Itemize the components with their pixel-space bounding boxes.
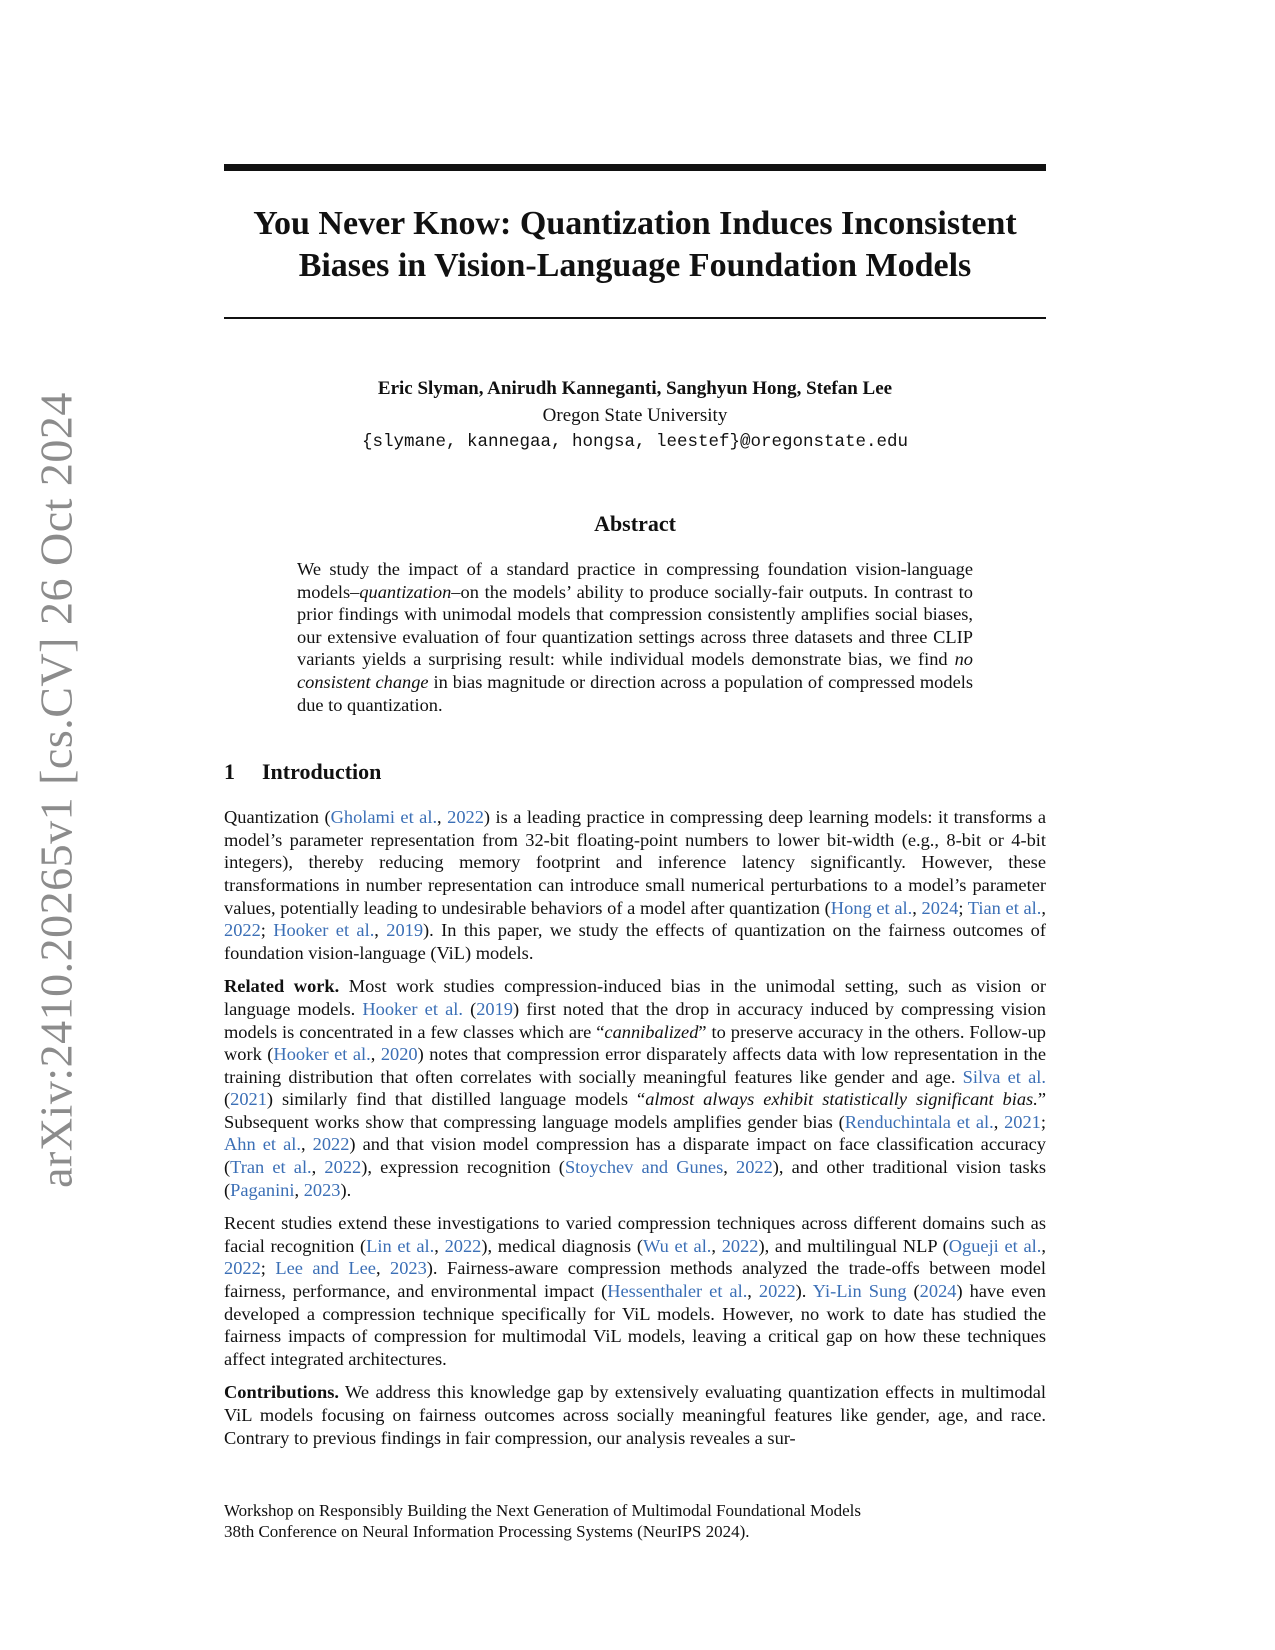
citation-link[interactable]: Tian et al. [967,897,1042,918]
recent-studies-paragraph [224,1212,1046,1370]
citation-year-link[interactable]: 2022 [224,920,261,941]
citation-link[interactable]: Renduchintala et al. [844,1111,994,1132]
citation-link[interactable]: Paganini [230,1179,295,1200]
text-run: ) first noted that the drop in accuracy induced by compressing vision models is concentrated in a few classes which are “ [224,998,1046,1042]
citation-year-link[interactable]: 2021 [1004,1111,1041,1132]
arxiv-stamp: arXiv:2410.20265v1 [cs.CV] 26 Oct 2024 [30,392,82,1188]
text-run: , [374,920,387,941]
text-run: ; [958,897,968,918]
text-run: Most work studies compression-induced bias in the unimodal setting, such as vision or language models. [224,976,1047,1019]
citation-link[interactable]: Hessenthaler et al. [607,1281,748,1302]
text-run: , [993,1111,1005,1132]
contributions-heading: Contributions. [224,1382,339,1403]
text-run: ) similarly find that distilled language models “ [266,1089,646,1110]
text-run: ) notes that compression error disparately affects data with low representation in the training distribution that often correlates with socially meaningful features like gender and age. [224,1044,1046,1087]
text-run: ) have even developed a compression technique specifically for ViL models. However, no work to date has studied the fairness impacts of compression for multimodal ViL models, leaving a critical gap on how these techniques affect integrated architectures. [224,1281,1046,1369]
text-run: Quantization ( [224,807,331,828]
emphasis: cannibalized [604,1021,699,1042]
citation-link[interactable]: Yi-Lin Sung [812,1281,907,1302]
citation-link[interactable]: Ahn et al. [224,1134,301,1155]
citation-link[interactable]: Silva et al. [962,1066,1046,1087]
citation-link[interactable]: Hong et al. [830,897,913,918]
citation-link[interactable]: Tran et al. [230,1157,312,1178]
text-run: , [370,1044,381,1065]
citation-year-link[interactable]: 2024 [919,1281,957,1302]
text-run: Recent studies extend these investigations to varied compression techniques across different domains such as facial recognition ( [224,1213,1046,1256]
citation-year-link[interactable]: 2019 [386,920,424,941]
abstract-text [297,558,973,716]
citation-link[interactable]: Hooker et al. [273,1044,371,1065]
abstract-emph-no-consistent-change: no consistent change [297,649,973,692]
abstract-heading: Abstract [594,511,676,536]
citation-year-link[interactable]: 2022 [444,1235,482,1256]
text-run: ) is a leading practice in compressing deep learning models: it transforms a model’s parameter representation from 32-bit floating-point numbers to lower bit-width (e.g., 8-bit or 4-bit integers), thereby reducing memory footprint and inference latency significantly. However, these transformations in number representation can introduce small numerical perturbations to a model’s parameter values, potentially leading to undesirable behaviors of a model after quantization ( [224,807,1046,918]
citation-link[interactable]: Wu et al. [643,1235,712,1256]
text-run: ; [260,1258,276,1279]
title-bottom-rule [224,317,1046,319]
text-run: ), expression recognition ( [361,1157,565,1178]
venue-footnote [224,1500,1046,1542]
text-run: ). In this paper, we study the effects of quantization on the fairness outcomes of foundation vision-language (ViL) models. [224,920,1046,963]
author-emails: {slymane, kannegaa, hongsa, leestef}@oregonstate.edu [361,432,909,452]
text-run: ( [906,1281,920,1302]
section-number: 1 [224,759,235,785]
text-run: , [723,1157,737,1178]
text-run: ), and multilingual NLP ( [758,1235,949,1256]
abstract-part-1: We study the impact of a standard practice in compressing foundation vision-language models– [297,559,973,602]
text-run: ( [462,998,477,1019]
abstract-part-2: –on the models’ ability to produce socially-fair outputs. In contrast to prior findings with unimodal models that compression consistently amplifies social biases, our extensive evaluation of four quantization settings across three datasets and three CLIP variants yields a surprising result: while individual models demonstrate bias, we find [297,581,973,670]
text-run: ). [340,1179,352,1200]
text-run: , [711,1235,722,1256]
citation-year-link[interactable]: 2022 [224,1258,261,1279]
text-run: , [294,1179,304,1200]
paper-title [224,203,1046,287]
text-run: , [375,1258,391,1279]
related-work-paragraph [224,975,1046,1201]
related-work-heading: Related work. [224,976,340,997]
text-run: , [747,1281,759,1302]
citation-year-link[interactable]: 2022 [324,1157,362,1178]
emphasis: almost always exhibit statistically significant bias. [645,1089,1038,1110]
citation-link[interactable]: Lee and Lee [275,1258,376,1279]
paper-page [224,164,1046,1460]
text-run: ” to preserve accuracy in the others. Follow-up work ( [224,1021,1046,1065]
contributions-paragraph [224,1381,1046,1449]
citation-link[interactable]: Hooker et al. [273,920,375,941]
citation-year-link[interactable]: 2022 [312,1134,350,1155]
text-run: We address this knowledge gap by extensively evaluating quantization effects in multimodal ViL models focusing on fairness outcomes across socially meaningful features like gender, age, and race. Contrary to previous findings in fair compression, our analysis reveales a sur- [224,1382,1046,1448]
text-run: , [912,897,922,918]
citation-year-link[interactable]: 2021 [230,1089,267,1110]
citation-year-link[interactable]: 2023 [303,1179,341,1200]
section-heading-introduction [224,758,1046,786]
citation-link[interactable]: Stoychev and Gunes [564,1157,724,1178]
text-run: , [434,1235,445,1256]
citation-link[interactable]: Lin et al. [366,1235,435,1256]
affiliation: Oregon State University [542,405,728,426]
section-title: Introduction [262,759,382,785]
author-block [224,375,1046,456]
citation-year-link[interactable]: 2020 [380,1044,418,1065]
text-run: ) and that vision model compression has a disparate impact on face classification accuracy ( [224,1134,1046,1178]
text-run: ( [224,1089,231,1110]
title-top-rule [224,164,1046,171]
text-run: ; [260,920,274,941]
footer-workshop: Workshop on Responsibly Building the Next Generation of Multimodal Foundational Models [224,1501,862,1520]
title-line-2: Biases in Vision-Language Foundation Models [298,247,972,284]
citation-year-link[interactable]: 2022 [721,1235,759,1256]
citation-link[interactable]: Ogueji et al. [948,1235,1042,1256]
text-run: ), and other traditional vision tasks ( [224,1157,1046,1200]
abstract-part-3: in bias magnitude or direction across a population of compressed models due to quantization. [297,671,973,715]
citation-year-link[interactable]: 2024 [921,897,959,918]
text-run: , [1041,897,1047,918]
text-run: , [437,807,448,828]
citation-link[interactable]: Hooker et al. [362,998,463,1019]
text-run: ). [795,1281,813,1302]
text-run: ). Fairness-aware compression methods analyzed the trade-offs between model fairness, performance, and environmental impact ( [224,1258,1046,1302]
text-run: , [311,1157,325,1178]
footer-conference: 38th Conference on Neural Information Processing Systems (NeurIPS 2024). [224,1522,750,1541]
intro-paragraph [224,806,1046,964]
citation-year-link[interactable]: 2019 [476,998,513,1019]
text-run: ” Subsequent works show that compressing language models amplifies gender bias ( [224,1089,1046,1132]
citation-year-link[interactable]: 2023 [390,1258,427,1279]
text-run: ; [1040,1111,1046,1132]
text-run: , [1041,1235,1046,1256]
citation-year-link[interactable]: 2022 [758,1281,796,1302]
citation-year-link[interactable]: 2022 [447,807,484,828]
citation-link[interactable]: Gholami et al. [330,807,438,828]
text-run: , [300,1134,313,1155]
abstract-emph-quantization: quantization [359,581,452,602]
text-run: ), medical diagnosis ( [481,1235,644,1256]
citation-year-link[interactable]: 2022 [736,1157,773,1178]
introduction-body [224,806,1046,1449]
title-line-1: You Never Know: Quantization Induces Inconsistent [253,205,1017,242]
author-names: Eric Slyman, Anirudh Kanneganti, Sanghyun Hong, Stefan Lee [377,378,893,399]
